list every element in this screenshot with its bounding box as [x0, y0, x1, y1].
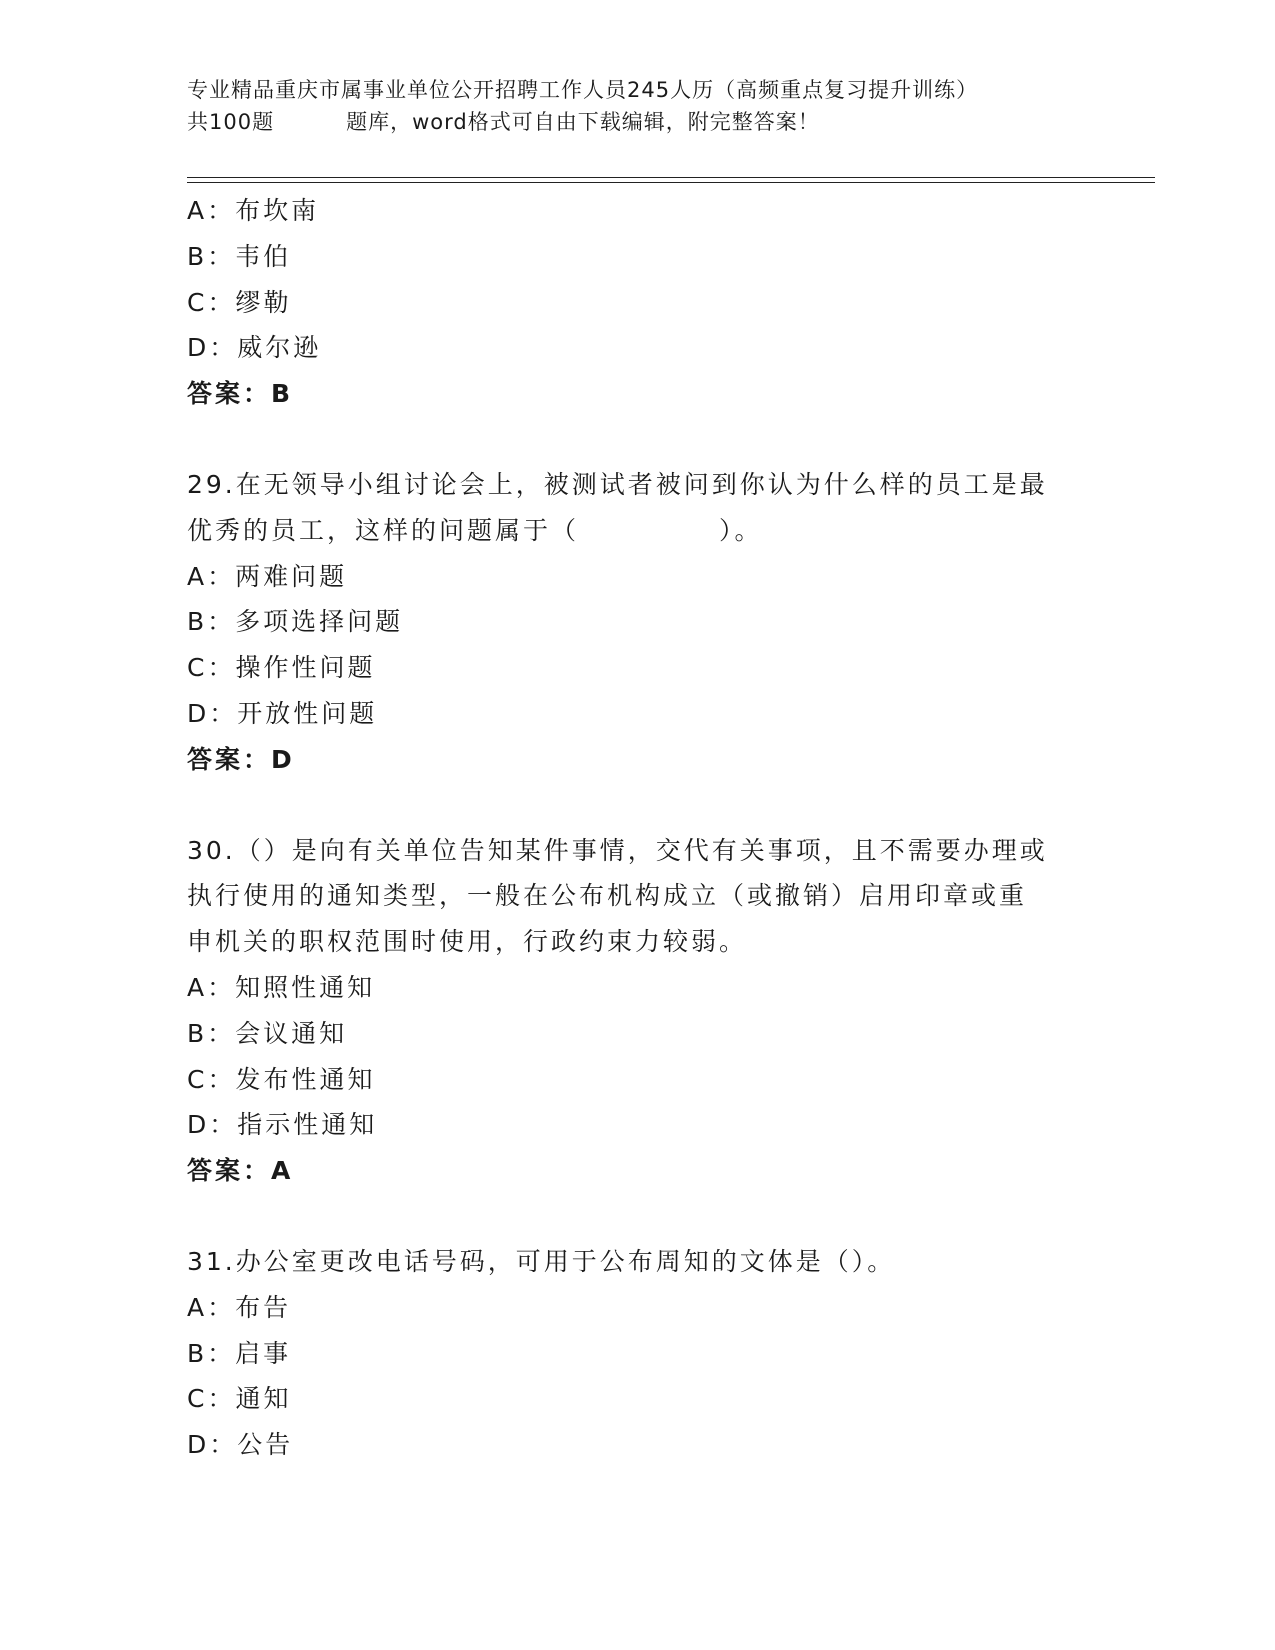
header-subtitle-line: [187, 106, 1087, 138]
option-c: C：发布性通知: [187, 1064, 376, 1094]
option-d: D：公告: [187, 1430, 294, 1460]
answer: 答案：A: [187, 1156, 294, 1186]
question-29: [187, 462, 1087, 783]
option-d: D：开放性问题: [187, 698, 378, 728]
question-31: [187, 1239, 1087, 1468]
option-c: C：操作性问题: [187, 653, 376, 683]
option-b: B：韦伯: [187, 241, 292, 271]
answer: 答案：D: [187, 744, 295, 774]
question-28: [187, 188, 1087, 417]
option-b: B：会议通知: [187, 1018, 348, 1048]
option-d: D：指示性通知: [187, 1110, 378, 1140]
answer: 答案：B: [187, 379, 294, 409]
header-description: 题库，word格式可自由下载编辑，附完整答案！: [346, 110, 820, 134]
question-text: 31.办公室更改电话号码，可用于公布周知的文体是（）。: [187, 1246, 896, 1276]
option-a: A：布告: [187, 1292, 292, 1322]
question-text: 29.在无领导小组讨论会上，被测试者被问到你认为什么样的员工是最: [187, 469, 1048, 499]
option-c: C：通知: [187, 1384, 292, 1414]
option-d: D：威尔逊: [187, 333, 322, 363]
header-title-line: 专业精品重庆市属事业单位公开招聘工作人员245人历（高频重点复习提升训练）: [187, 78, 979, 102]
header-question-count: 共100题: [187, 110, 275, 134]
document-header: [187, 74, 1087, 138]
question-text: 执行使用的通知类型，一般在公布机构成立（或撤销）启用印章或重: [187, 881, 1028, 911]
option-c: C：缪勒: [187, 287, 292, 317]
option-a: A：两难问题: [187, 561, 348, 591]
option-b: B：启事: [187, 1338, 292, 1368]
question-text: 30.（）是向有关单位告知某件事情，交代有关事项，且不需要办理或: [187, 835, 1048, 865]
question-text: 申机关的职权范围时使用，行政约束力较弱。: [187, 927, 748, 957]
option-b: B：多项选择问题: [187, 607, 404, 637]
question-30: [187, 828, 1087, 1194]
header-divider-bottom: [187, 182, 1155, 183]
header-divider-top: [187, 177, 1155, 178]
option-a: A：布坎南: [187, 196, 320, 225]
option-a: A：知照性通知: [187, 972, 376, 1002]
question-list: [187, 188, 1087, 1468]
question-text: 优秀的员工，这样的问题属于（ ）。: [187, 515, 763, 545]
